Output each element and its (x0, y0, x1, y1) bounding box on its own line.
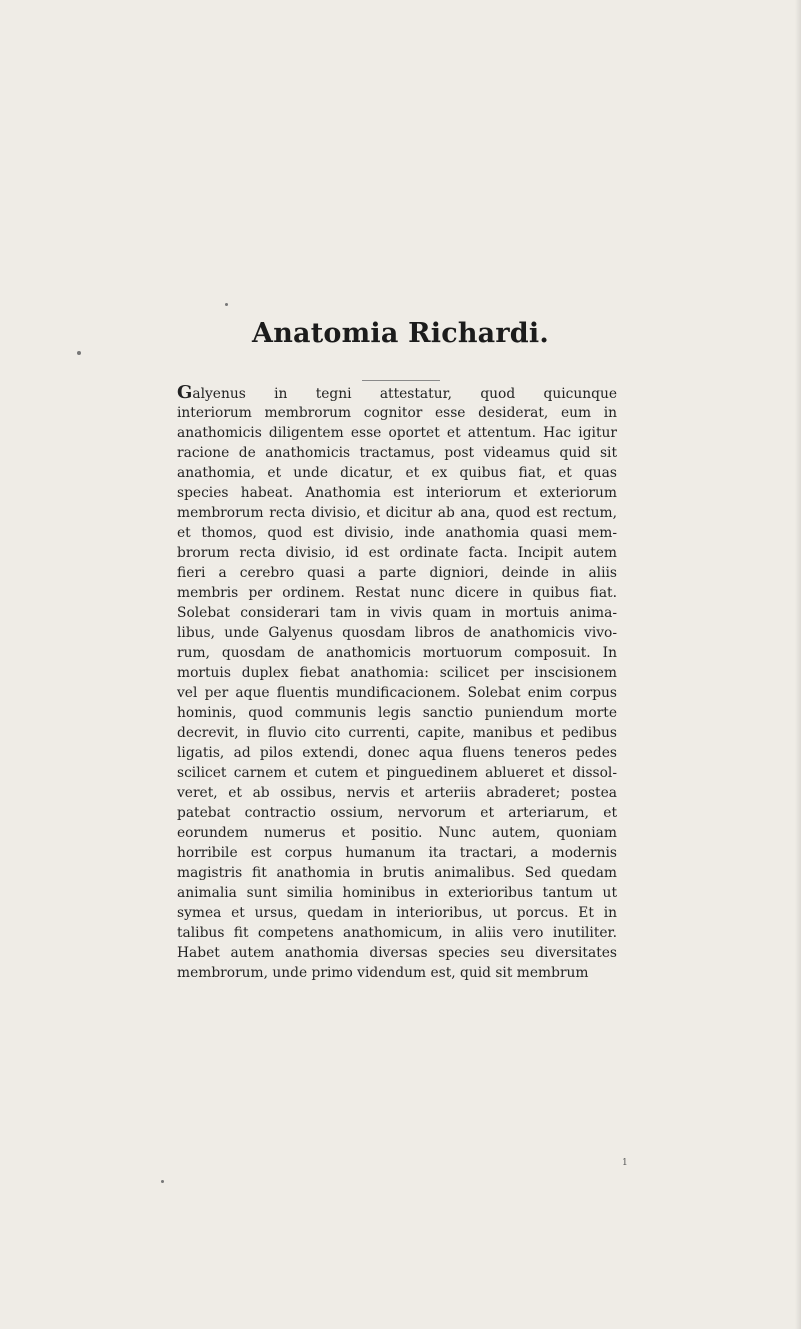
text-line-content: ligatis, ad pilos extendi, donec aqua fluens teneros pedes (177, 745, 617, 761)
text-line-content: decrevit, in fluvio cito currenti, capite, manibus et pedibus (177, 725, 617, 741)
text-line-content: patebat contractio ossium, nervorum et arteriarum, et (177, 805, 617, 821)
text-line (177, 723, 617, 743)
text-line (177, 443, 617, 463)
text-line (177, 383, 617, 403)
text-line-content: talibus fit competens anathomicum, in aliis vero inutiliter. (177, 925, 617, 941)
text-line (177, 583, 617, 603)
text-line-content: hominis, quod communis legis sanctio puniendum morte (177, 705, 617, 721)
print-speck (161, 1180, 164, 1183)
text-line-content: membrorum recta divisio, et dicitur ab ana, quod est rectum, (177, 505, 617, 521)
text-line (177, 703, 617, 723)
text-line (177, 503, 617, 523)
text-line-content: horribile est corpus humanum ita tractari, a modernis (177, 845, 617, 861)
text-line-content: interiorum membrorum cognitor esse desiderat, eum in (177, 405, 617, 421)
text-line (177, 863, 617, 883)
text-line-content: Solebat considerari tam in vivis quam in mortuis anima- (177, 605, 617, 621)
text-line-content: mortuis duplex fiebat anathomia: scilicet per inscisionem (177, 665, 617, 681)
text-line (177, 623, 617, 643)
text-line-content: et thomos, quod est divisio, inde anathomia quasi mem- (177, 525, 617, 541)
print-speck (225, 303, 228, 306)
text-line (177, 763, 617, 783)
text-line-content: brorum recta divisio, id est ordinate facta. Incipit autem (177, 545, 617, 561)
text-line (177, 483, 617, 503)
text-line (177, 743, 617, 763)
title-rule-divider (362, 380, 440, 381)
text-line (177, 603, 617, 623)
text-line-content: animalia sunt similia hominibus in exterioribus tantum ut (177, 885, 617, 901)
text-line-content: vel per aque fluentis mundificacionem. Solebat enim corpus (177, 685, 617, 701)
text-line (177, 563, 617, 583)
text-line (177, 923, 617, 943)
text-line-content: anathomia, et unde dicatur, et ex quibus fiat, et quas (177, 465, 617, 481)
text-line-content: fieri a cerebro quasi a parte digniori, deinde in aliis (177, 565, 617, 581)
text-line (177, 463, 617, 483)
text-line (177, 903, 617, 923)
page-title: Anatomia Richardi. (252, 318, 549, 349)
text-line (177, 883, 617, 903)
text-line (177, 643, 617, 663)
text-line (177, 943, 617, 963)
text-line-content: species habeat. Anathomia est interiorum et exteriorum (177, 485, 617, 501)
text-line (177, 403, 617, 423)
text-line-content: anathomicis diligentem esse oportet et attentum. Hac igitur (177, 425, 617, 441)
text-line-content: symea et ursus, quedam in interioribus, ut porcus. Et in (177, 905, 617, 921)
text-line-content: libus, unde Galyenus quosdam libros de anathomicis vivo- (177, 625, 617, 641)
text-line (177, 543, 617, 563)
text-line-content: alyenus in tegni attestatur, quod quicunque (192, 386, 617, 402)
text-line-content: eorundem numerus et positio. Nunc autem, quoniam (177, 825, 617, 841)
text-line (177, 803, 617, 823)
text-line (177, 683, 617, 703)
page-edge-shadow (795, 0, 801, 1329)
text-line-content: Habet autem anathomia diversas species seu diversitates (177, 945, 617, 961)
text-line (177, 523, 617, 543)
text-line-content: membris per ordinem. Restat nunc dicere in quibus fiat. (177, 585, 617, 601)
text-line-content: membrorum, unde primo videndum est, quid sit membrum (177, 965, 589, 981)
text-line (177, 783, 617, 803)
text-line (177, 423, 617, 443)
text-line-content: veret, et ab ossibus, nervis et arteriis abraderet; postea (177, 785, 617, 801)
print-speck (77, 351, 81, 355)
body-text (177, 383, 617, 983)
text-line-content: magistris fit anathomia in brutis animalibus. Sed quedam (177, 865, 617, 881)
text-line (177, 823, 617, 843)
text-line-content: racione de anathomicis tractamus, post videamus quid sit (177, 445, 617, 461)
text-line (177, 843, 617, 863)
text-line (177, 963, 617, 983)
initial-letter: G (177, 382, 193, 403)
page-number: 1 (622, 1158, 628, 1168)
text-line-content: rum, quosdam de anathomicis mortuorum composuit. In (177, 645, 617, 661)
text-line-content: scilicet carnem et cutem et pinguedinem ablueret et dissol- (177, 765, 617, 781)
text-line (177, 663, 617, 683)
